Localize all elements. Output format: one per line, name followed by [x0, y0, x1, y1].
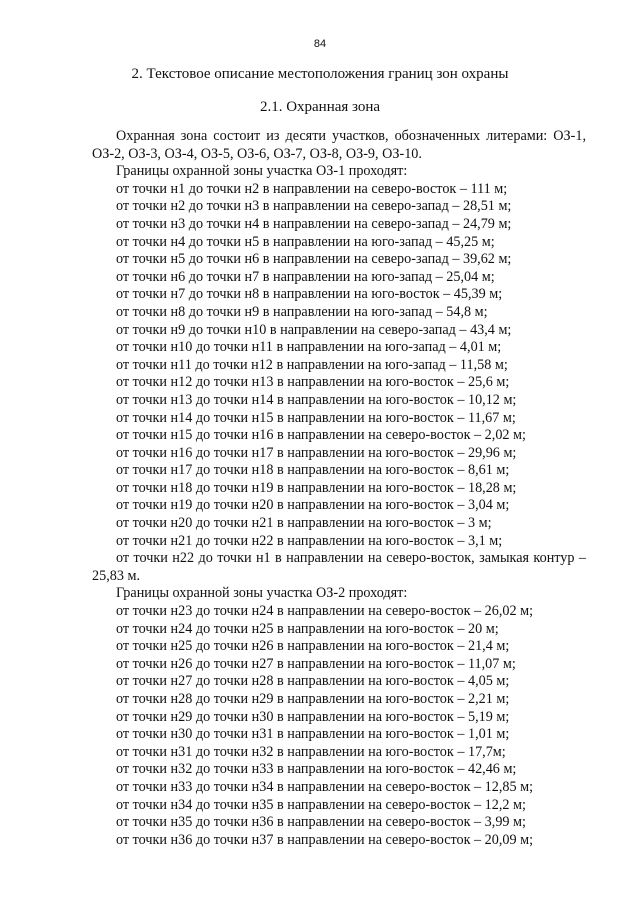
boundary-line: от точки н25 до точки н26 в направлении на юго-восток – 21,4 м; — [116, 638, 510, 655]
boundary-line: от точки н19 до точки н20 в направлении на юго-восток – 3,04 м; — [116, 497, 510, 514]
boundary-line: от точки н10 до точки н11 в направлении на юго-запад – 4,01 м; — [116, 339, 502, 356]
boundary-line: от точки н4 до точки н5 в направлении на юго-запад – 45,25 м; — [116, 233, 495, 250]
boundary-line: от точки н11 до точки н12 в направлении на юго-запад – 11,58 м; — [116, 356, 508, 373]
subsection-heading: 2.1. Охранная зона — [259, 99, 381, 115]
boundary-line: от точки н2 до точки н3 в направлении на северо-запад – 28,51 м; — [116, 198, 512, 215]
boundary-line: от точки н23 до точки н24 в направлении на северо-восток – 26,02 м; — [116, 603, 534, 620]
section-heading: 2. Текстовое описание местоположения границ зон охраны — [131, 66, 509, 82]
boundary-line: от точки н16 до точки н17 в направлении на юго-восток – 29,96 м; — [116, 444, 517, 461]
boundary-line: от точки н7 до точки н8 в направлении на юго-восток – 45,39 м; — [116, 286, 503, 303]
boundary-line: от точки н9 до точки н10 в направлении на северо-запад – 43,4 м; — [116, 321, 512, 338]
boundary-line: от точки н32 до точки н33 в направлении на юго-восток – 42,46 м; — [116, 761, 517, 778]
boundary-line: от точки н28 до точки н29 в направлении на юго-восток – 2,21 м; — [116, 691, 510, 707]
boundary-line: от точки н26 до точки н27 в направлении на юго-восток – 11,07 м; — [116, 655, 516, 672]
intro-paragraph: Охранная зона состоит из десяти участков, обозначенных литерами: ОЗ-1, ОЗ-2, ОЗ-3, ОЗ-4, ОЗ-5, ОЗ-6, ОЗ-7, ОЗ-8, ОЗ-9, ОЗ-10. — [92, 128, 586, 162]
boundary-line: от точки н30 до точки н31 в направлении на юго-восток – 1,01 м; — [116, 726, 510, 743]
boundary-line: от точки н17 до точки н18 в направлении на юго-восток – 8,61 м; — [116, 462, 510, 479]
boundary-line: от точки н20 до точки н21 в направлении на юго-восток – 3 м; — [116, 515, 492, 532]
document-body — [92, 128, 586, 849]
boundary-line: от точки н3 до точки н4 в направлении на северо-запад – 24,79 м; — [116, 215, 512, 232]
boundary-line: от точки н15 до точки н16 в направлении на северо-восток – 2,02 м; — [116, 427, 526, 444]
boundary-line: от точки н21 до точки н22 в направлении на юго-восток – 3,1 м; — [116, 532, 503, 549]
section1-closing: от точки н22 до точки н1 в направлении на северо-восток, замыкая контур – 25,83 м. — [92, 550, 586, 584]
boundary-line: от точки н29 до точки н30 в направлении на юго-восток – 5,19 м; — [116, 708, 510, 725]
boundary-line: от точки н12 до точки н13 в направлении на юго-восток – 25,6 м; — [116, 374, 510, 391]
boundary-line: от точки н31 до точки н32 в направлении на юго-восток – 17,7м; — [116, 743, 506, 760]
boundary-line: от точки н6 до точки н7 в направлении на юго-запад – 25,04 м; — [116, 268, 495, 285]
section2-lines — [92, 603, 586, 849]
boundary-line: от точки н35 до точки н36 в направлении на северо-восток – 3,99 м; — [116, 814, 526, 831]
boundary-line: от точки н24 до точки н25 в направлении на юго-восток – 20 м; — [116, 620, 499, 637]
boundary-line: от точки н5 до точки н6 в направлении на северо-запад – 39,62 м; — [116, 251, 512, 268]
section1-lines — [92, 181, 586, 550]
boundary-line: от точки н34 до точки н35 в направлении на северо-восток – 12,2 м; — [116, 796, 526, 813]
boundary-line: от точки н1 до точки н2 в направлении на северо-восток – 111 м; — [116, 180, 508, 197]
boundary-line: от точки н18 до точки н19 в направлении на юго-восток – 18,28 м; — [116, 479, 517, 496]
section1-header: Границы охранной зоны участка ОЗ-1 проходят: — [116, 163, 408, 180]
boundary-line: от точки н13 до точки н14 в направлении на юго-восток – 10,12 м; — [116, 391, 517, 408]
boundary-line: от точки н27 до точки н28 в направлении на юго-восток – 4,05 м; — [116, 673, 510, 690]
boundary-line: от точки н14 до точки н15 в направлении на юго-восток – 11,67 м; — [116, 409, 516, 426]
page-number: 84 — [313, 38, 327, 50]
boundary-line: от точки н8 до точки н9 в направлении на юго-запад – 54,8 м; — [116, 303, 488, 320]
boundary-line: от точки н33 до точки н34 в направлении на северо-восток – 12,85 м; — [116, 778, 534, 795]
boundary-line: от точки н36 до точки н37 в направлении на северо-восток – 20,09 м; — [116, 831, 534, 848]
section2-header: Границы охранной зоны участка ОЗ-2 проходят: — [116, 585, 408, 602]
